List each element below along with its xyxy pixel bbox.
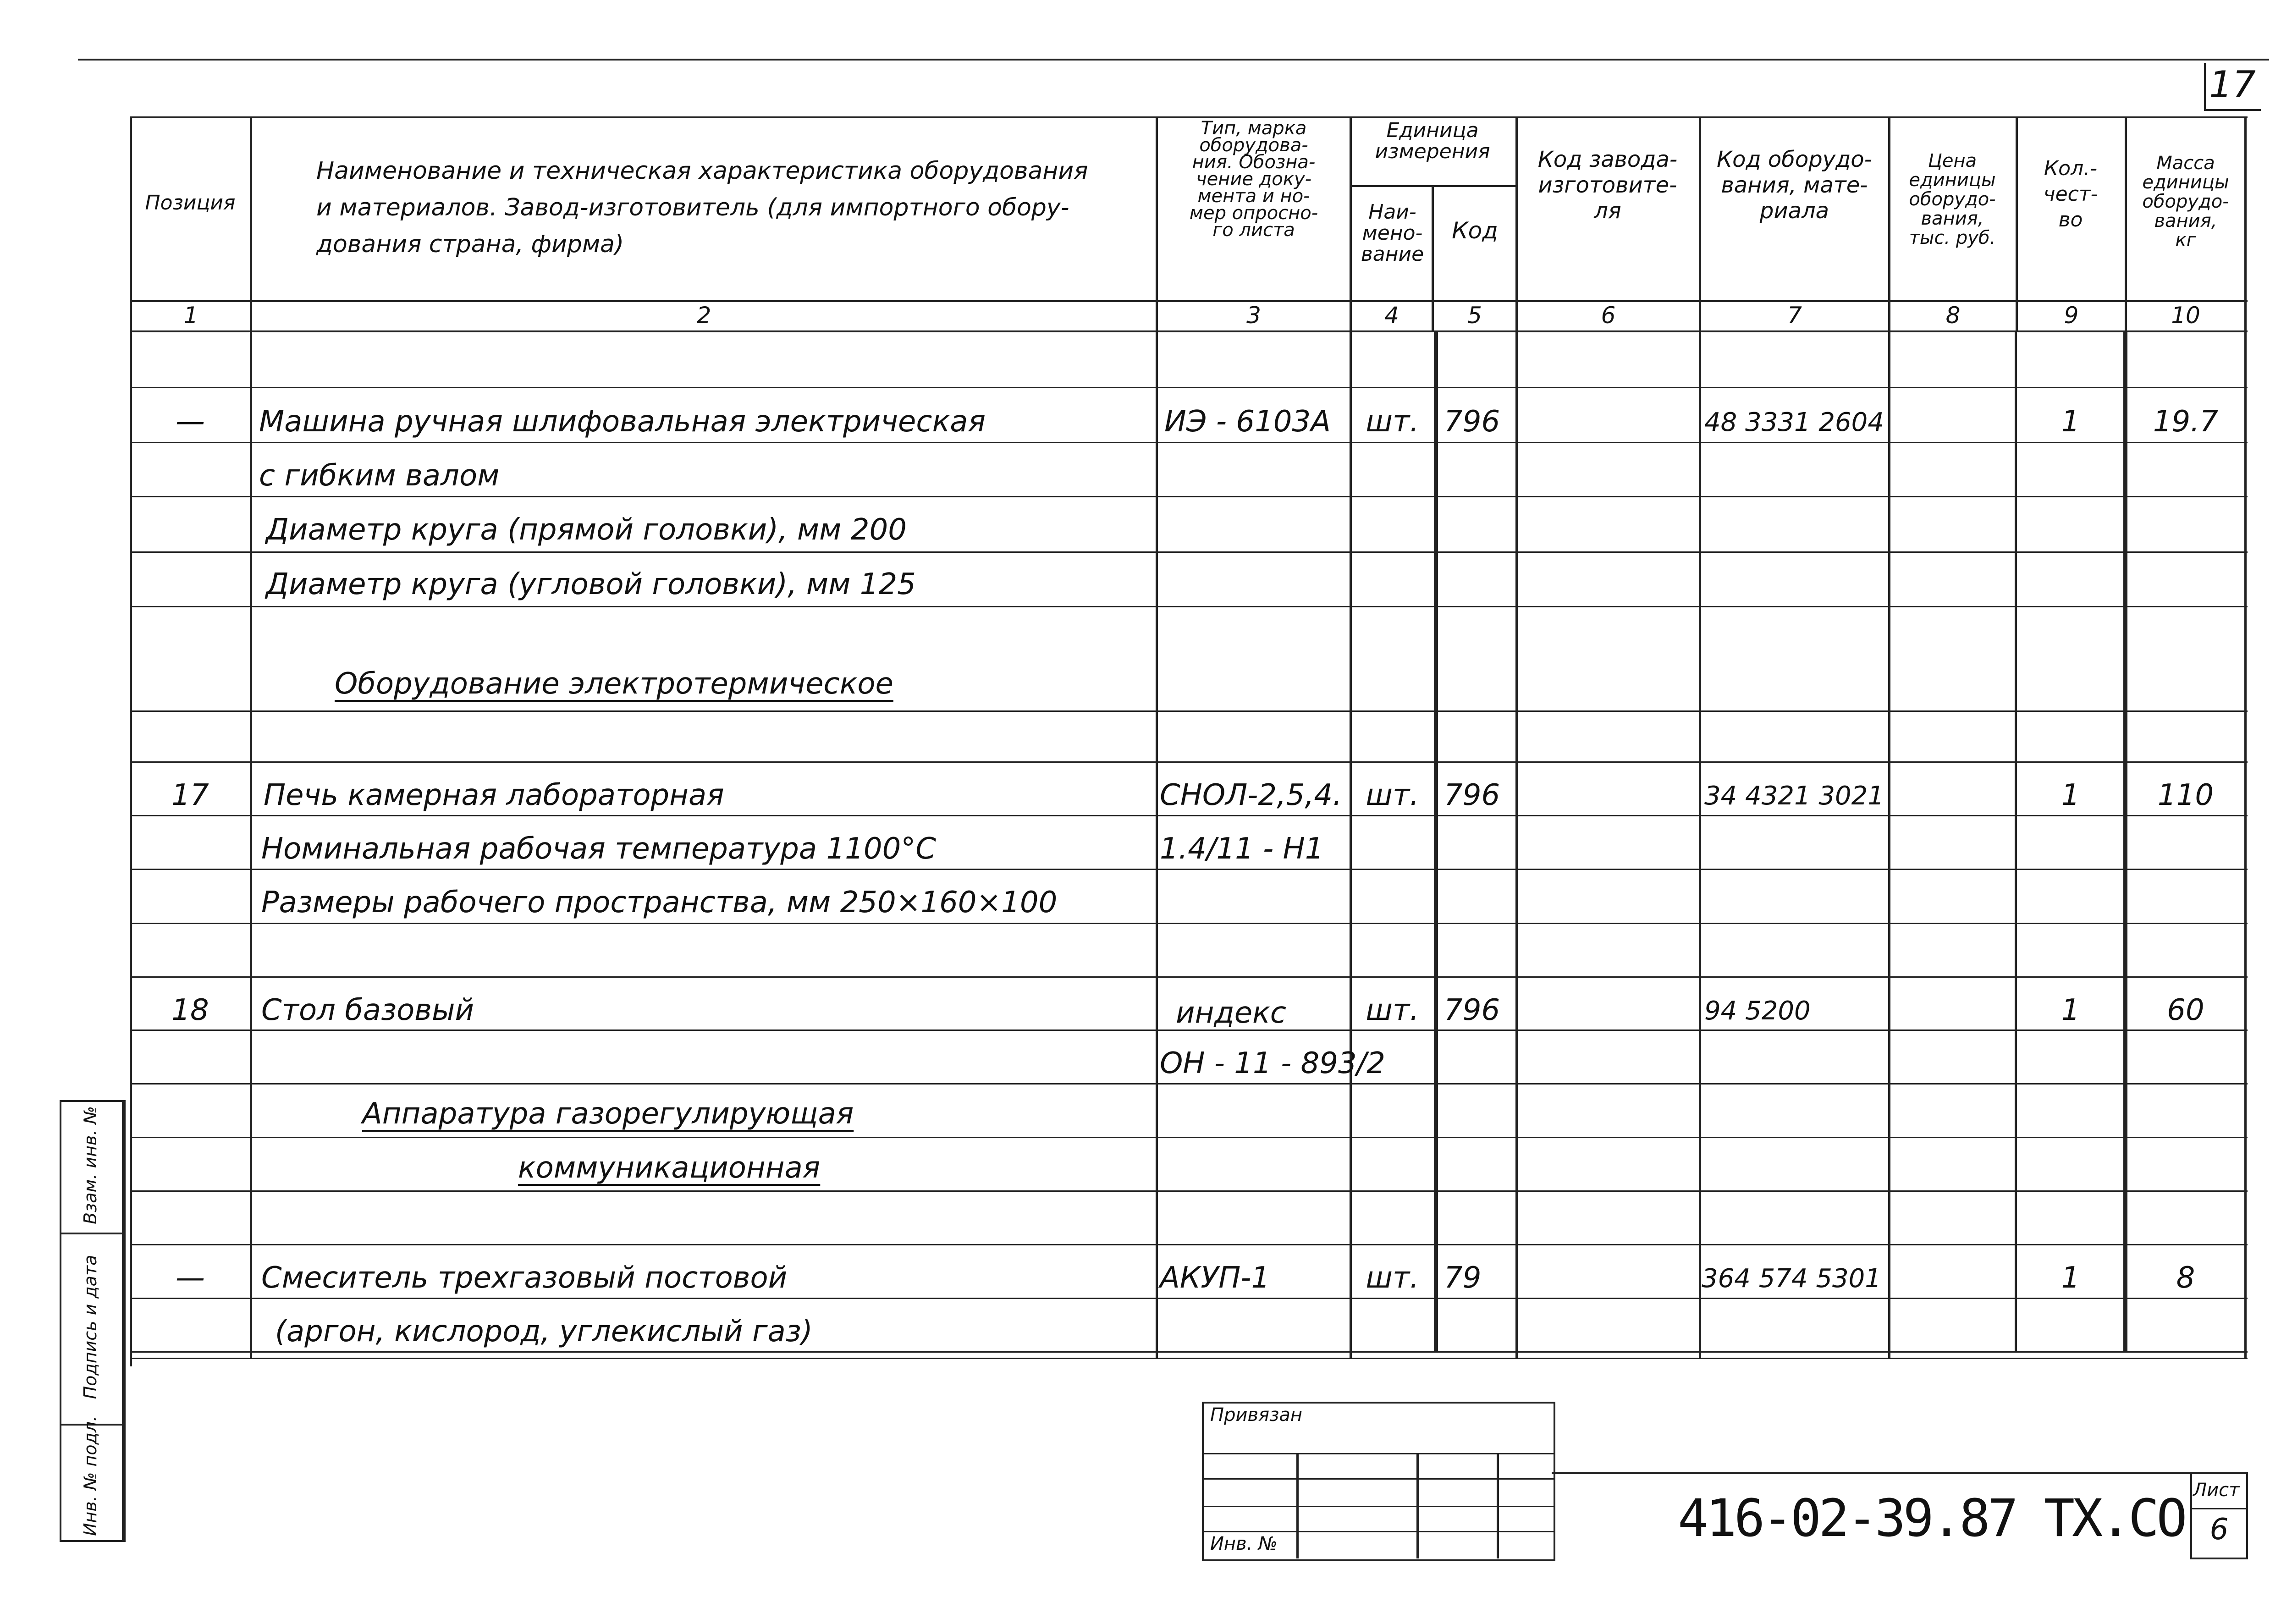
row-unit-code: 79 [1444,1261,1482,1295]
row-equipment-code: 94 5200 [1704,996,1811,1026]
sheet-label: Лист [2193,1480,2240,1501]
row-equipment-code: 364 574 5301 [1702,1264,1881,1294]
row-mass: 110 [2157,778,2214,812]
row-type: АКУП-1 [1160,1261,1270,1295]
row-spec: Размеры рабочего пространства, мм 250×160×100 [261,886,1058,919]
section-heading: Аппаратура газорегулирующая [362,1097,854,1131]
header-equipment-code: Код оборудо- вания, мате- риала [1717,147,1872,224]
sheet-number: 6 [2209,1513,2229,1547]
row-type: СНОЛ-2,5,4. [1160,778,1342,812]
row-type: индекс [1176,996,1286,1030]
header-maker-code: Код завода- изготовите- ля [1537,147,1678,224]
row-spec: Диаметр круга (прямой головки), мм 200 [266,513,907,547]
header-price: Цена единицы оборудо- вания, тыс. руб. [1909,150,1996,248]
header-unit-group: Единица измерения [1375,119,1490,163]
row-mass: 19.7 [2153,405,2219,439]
row-position: 17 [171,778,209,812]
row-equipment-code: 34 4321 3021 [1704,781,1884,811]
document-number: 416-02-39.87 ТХ.СО [1678,1489,2185,1548]
row-type-continued: 1.4/11 - Н1 [1160,832,1324,866]
row-position: — [176,405,205,439]
row-unit: шт. [1366,405,1419,439]
side-stamp-signature: Подпись и дата [80,1255,100,1399]
row-quantity: 1 [2061,778,2080,812]
row-type: ИЭ - 6103А [1164,405,1331,439]
row-spec: Диаметр круга (угловой головки), мм 125 [266,567,916,601]
row-unit-code: 796 [1444,993,1500,1027]
header-position: Позиция [145,191,236,215]
row-quantity: 1 [2061,993,2080,1027]
row-name: Машина ручная шлифовальная электрическая [259,405,986,439]
header-quantity: Кол.- чест- во [2043,157,2098,231]
row-name: Стол базовый [261,993,474,1027]
row-position: — [176,1261,205,1295]
row-unit-code: 796 [1444,405,1500,439]
row-type-continued: ОН - 11 - 893/2 [1160,1046,1385,1080]
page-number: 17 [2209,63,2256,106]
row-mass: 8 [2176,1261,2195,1295]
header-mass: Масса единицы оборудо- вания, кг [2142,153,2229,251]
top-border-line [78,59,2269,61]
row-name: Печь камерная лабораторная [264,778,724,812]
stamp-privyazan: Привязан [1210,1404,1303,1426]
row-spec: (аргон, кислород, углекислый газ) [275,1315,813,1349]
row-name: Смеситель трехгазовый постовой [261,1261,788,1295]
stamp-inv: Инв. № [1210,1533,1278,1554]
header-unit-code: Код [1452,217,1498,244]
section-heading-continued: коммуникационная [518,1151,821,1185]
side-stamp-inv: Инв. № подл. [80,1415,100,1536]
row-unit: шт. [1366,993,1419,1027]
section-heading: Оборудование электротермическое [335,667,893,701]
row-unit: шт. [1366,1261,1419,1295]
row-quantity: 1 [2061,405,2080,439]
row-equipment-code: 48 3331 2604 [1704,407,1884,437]
row-mass: 60 [2167,993,2204,1027]
row-unit-code: 796 [1444,778,1500,812]
row-unit: шт. [1366,778,1419,812]
side-stamp-replace: Взам. инв. № [80,1106,100,1225]
header-type: Тип, марка оборудова- ния. Обозна- чение доку- мента и но- мер опросно- го листа [1189,118,1318,241]
header-unit-name: Наи- мено- вание [1361,200,1424,266]
row-position: 18 [171,993,209,1027]
row-name-continued: с гибким валом [259,459,500,493]
row-spec: Номинальная рабочая температура 1100°С [261,832,936,866]
row-quantity: 1 [2061,1261,2080,1295]
